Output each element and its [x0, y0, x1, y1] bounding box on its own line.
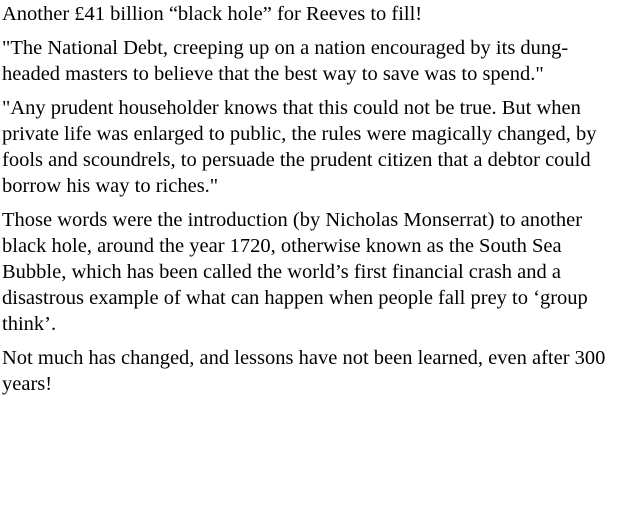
quote-paragraph-1: "The National Debt, creeping up on a nation encouraged by its dung-headed masters to believe that the best way to save was to spend."	[2, 37, 569, 85]
quote-paragraph-2: "Any prudent householder knows that this could not be true. But when private life was enlarged to public, the rules were magically changed, by fools and scoundrels, to persuade the prudent citizen that a debtor could borrow his way to riches."	[2, 97, 597, 197]
body-paragraph-2: Not much has changed, and lessons have not been learned, even after 300 years!	[2, 347, 606, 395]
document-title: Another £41 billion “black hole” for Reeves to fill!	[2, 3, 423, 25]
document-body	[2, 1, 624, 397]
body-paragraph-1: Those words were the introduction (by Nicholas Monserrat) to another black hole, around the year 1720, otherwise known as the South Sea Bubble, which has been called the world’s first financial crash and a disastrous example of what can happen when people fall prey to ‘group think’.	[2, 209, 588, 335]
